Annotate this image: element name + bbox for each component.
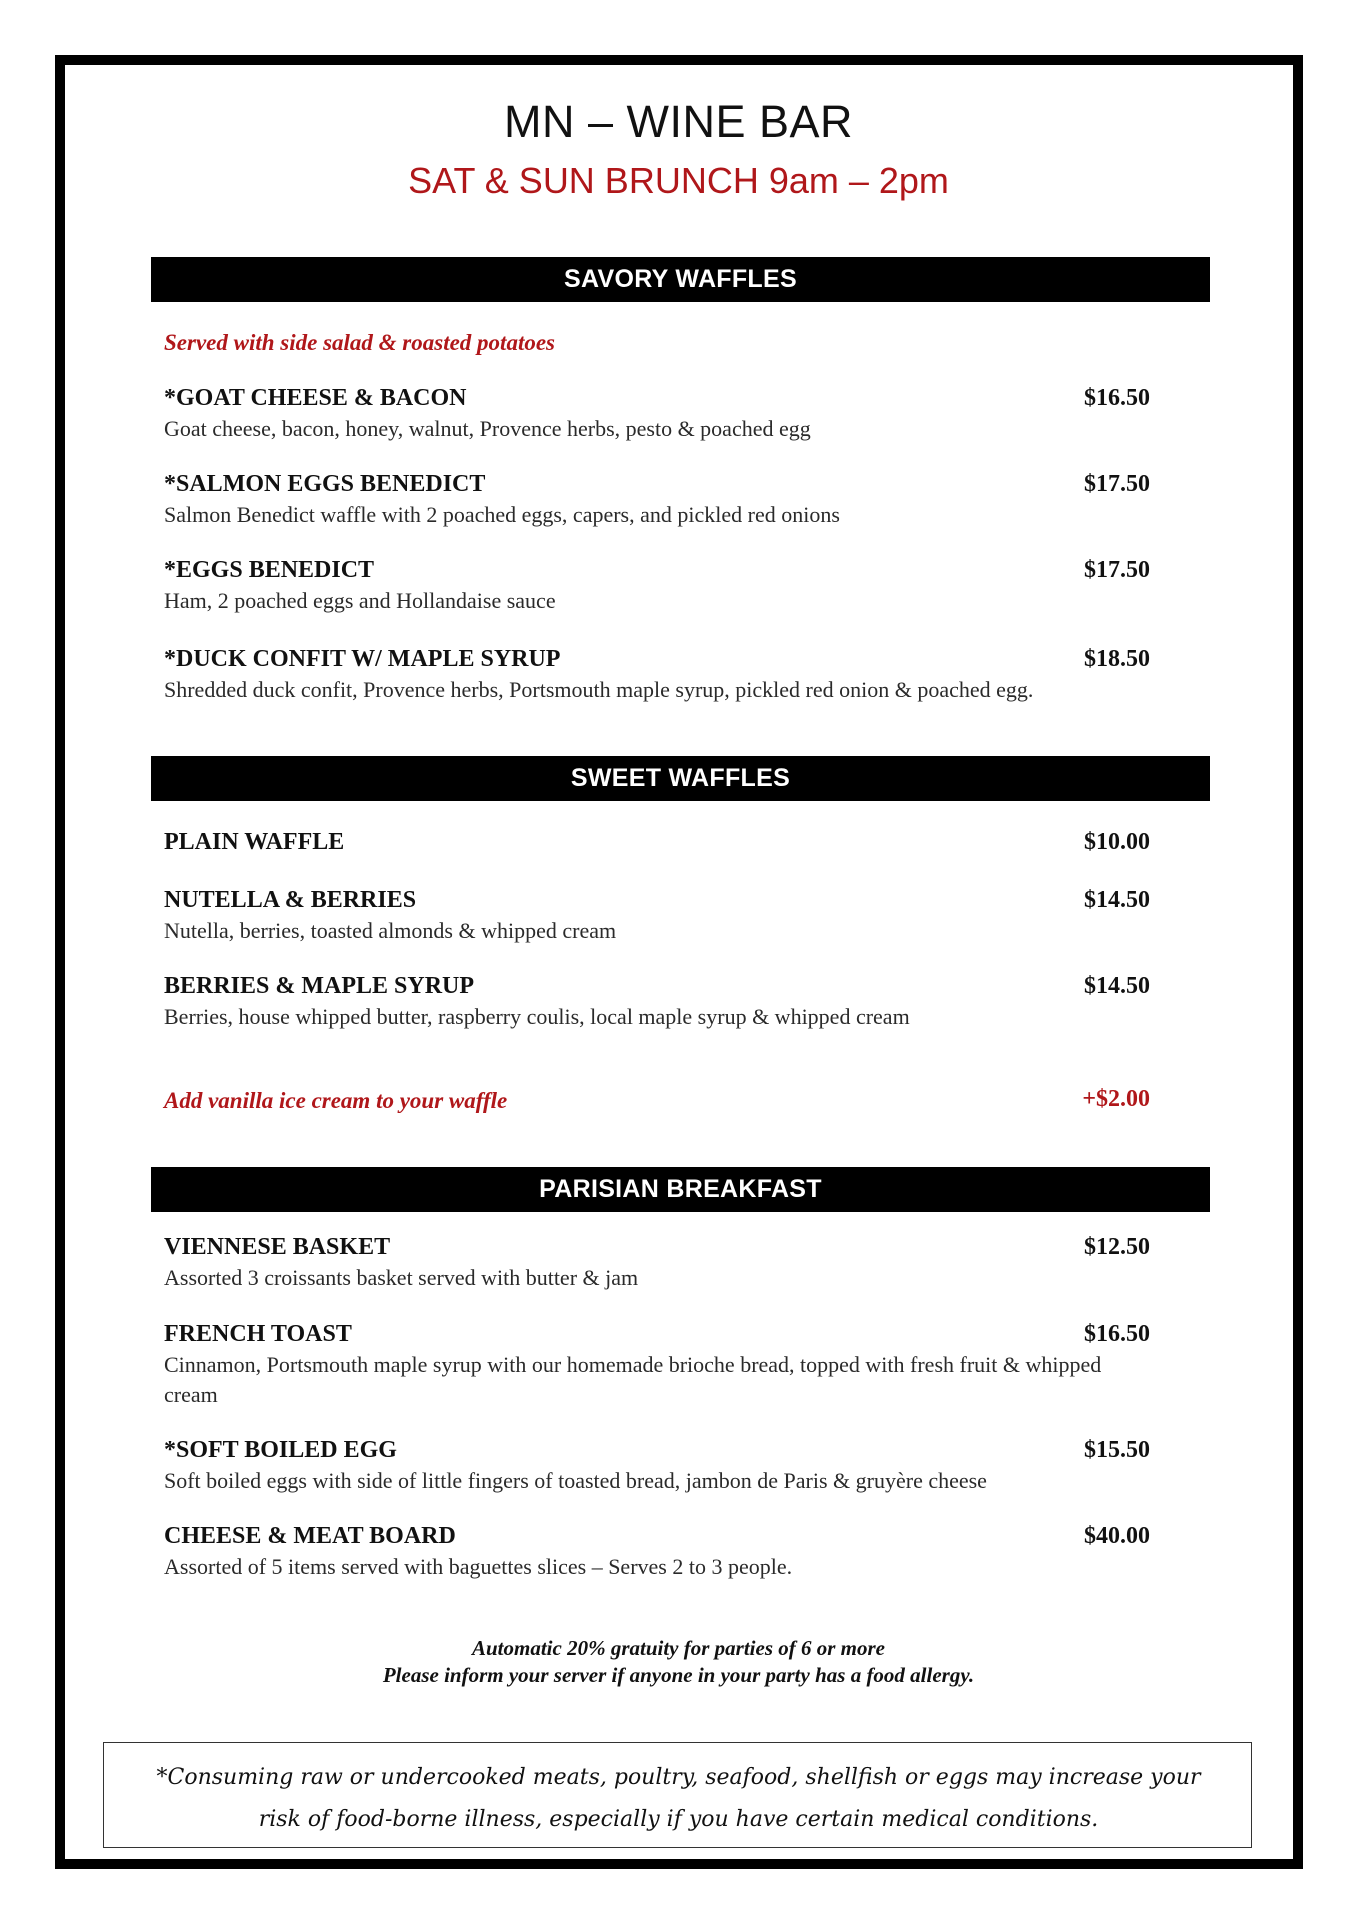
- menu-item-description: Shredded duck confit, Provence herbs, Portsmouth maple syrup, pickled red onion & poached egg.: [164, 677, 1034, 702]
- menu-item-description: Assorted 3 croissants basket served with butter & jam: [164, 1265, 639, 1290]
- menu-item-price: $17.50: [1084, 471, 1150, 497]
- disclaimer-line-2: risk of food-borne illness, especially if you have certain medical conditions.: [258, 1807, 1099, 1832]
- menu-item-name: CHEESE & MEAT BOARD: [164, 1523, 456, 1549]
- menu-item-name: NUTELLA & BERRIES: [164, 887, 417, 913]
- menu-item-description: Goat cheese, bacon, honey, walnut, Provence herbs, pesto & poached egg: [164, 416, 811, 441]
- menu-item-name: *EGGS BENEDICT: [164, 557, 375, 583]
- menu-item-price: $16.50: [1084, 385, 1150, 411]
- menu-item-price: $17.50: [1084, 557, 1150, 583]
- addon-ice-cream-price: +$2.00: [1082, 1086, 1150, 1112]
- menu-item-description: Assorted of 5 items served with baguettes slices – Serves 2 to 3 people.: [164, 1554, 793, 1579]
- menu-item-name: *DUCK CONFIT W/ MAPLE SYRUP: [164, 646, 561, 672]
- section-heading-sweet-waffles: SWEET WAFFLES: [151, 756, 1210, 801]
- menu-item-price: $40.00: [1084, 1523, 1150, 1549]
- food-safety-disclaimer-box: [103, 1742, 1252, 1848]
- menu-item-price: $14.50: [1084, 887, 1150, 913]
- menu-item-name: FRENCH TOAST: [164, 1321, 352, 1347]
- menu-item-price: $16.50: [1084, 1321, 1150, 1347]
- section-heading-savory-waffles: SAVORY WAFFLES: [151, 257, 1210, 302]
- menu-item-price: $14.50: [1084, 973, 1150, 999]
- savory-served-with-note: Served with side salad & roasted potatoes: [164, 330, 555, 355]
- allergy-note: Please inform your server if anyone in your party has a food allergy.: [382, 1663, 975, 1687]
- menu-item-price: $12.50: [1084, 1234, 1150, 1260]
- menu-item-price: $18.50: [1084, 646, 1150, 672]
- menu-item-description: Cinnamon, Portsmouth maple syrup with our homemade brioche bread, topped with fresh fruit & whipped cream: [164, 1352, 1102, 1407]
- menu-item-name: VIENNESE BASKET: [164, 1234, 391, 1260]
- addon-ice-cream-label: Add vanilla ice cream to your waffle: [164, 1088, 508, 1113]
- menu-border-frame: [55, 55, 1303, 1869]
- menu-item-description: Salmon Benedict waffle with 2 poached eggs, capers, and pickled red onions: [164, 502, 840, 527]
- menu-item-price: $15.50: [1084, 1437, 1150, 1463]
- menu-item-name: *SOFT BOILED EGG: [164, 1437, 397, 1463]
- menu-item-name: PLAIN WAFFLE: [164, 829, 345, 855]
- gratuity-note: Automatic 20% gratuity for parties of 6 or more: [471, 1636, 885, 1660]
- menu-item-description: Berries, house whipped butter, raspberry coulis, local maple syrup & whipped cream: [164, 1004, 910, 1029]
- menu-item-name: *SALMON EGGS BENEDICT: [164, 471, 486, 497]
- menu-item-description: Soft boiled eggs with side of little fingers of toasted bread, jambon de Paris & gruyère cheese: [164, 1468, 987, 1493]
- menu-item-name: BERRIES & MAPLE SYRUP: [164, 973, 475, 999]
- menu-item-description: Ham, 2 poached eggs and Hollandaise sauce: [164, 588, 556, 613]
- section-heading-parisian-breakfast: PARISIAN BREAKFAST: [151, 1167, 1210, 1212]
- menu-item-price: $10.00: [1084, 829, 1150, 855]
- disclaimer-line-1: *Consuming raw or undercooked meats, poultry, seafood, shellfish or eggs may increase your: [156, 1765, 1201, 1790]
- food-safety-disclaimer: [104, 1757, 1253, 1841]
- menu-item-description: Nutella, berries, toasted almonds & whipped cream: [164, 918, 617, 943]
- restaurant-title: MN – WINE BAR: [503, 96, 854, 147]
- brunch-hours: SAT & SUN BRUNCH 9am – 2pm: [408, 160, 949, 201]
- menu-item-name: *GOAT CHEESE & BACON: [164, 385, 467, 411]
